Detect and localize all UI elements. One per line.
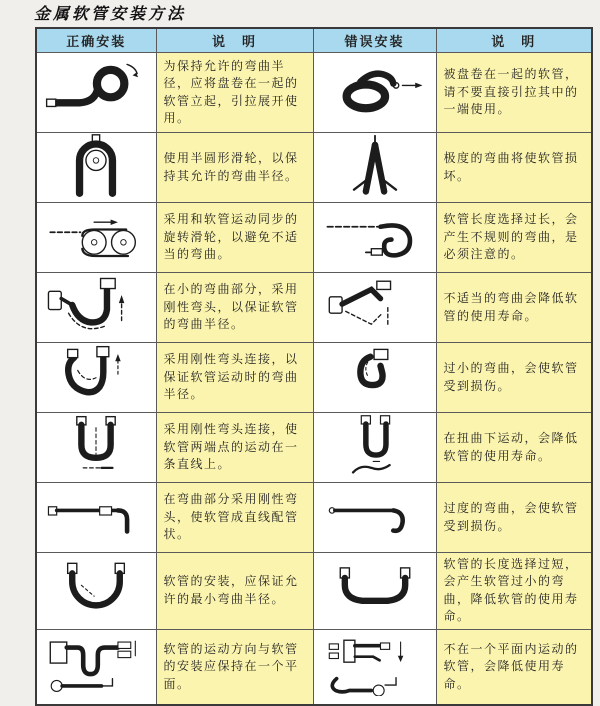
- rigid-elbow-small-bend-figure: [38, 273, 154, 337]
- correct-install-description: 使用半圆形滑轮，以保持其允许的弯曲半径。: [156, 133, 313, 203]
- wrong-install-description: 在扭曲下运动，会降低软管的使用寿命。: [436, 413, 592, 483]
- wrong-install-figure-cell: [313, 273, 436, 343]
- correct-install-figure-cell: [36, 483, 156, 553]
- installation-table: [35, 27, 593, 706]
- correct-install-figure-cell: [36, 53, 156, 133]
- inline-u-connection-figure: [38, 413, 154, 477]
- out-of-plane-motion-figure: [317, 632, 433, 696]
- wrong-install-figure-cell: [313, 203, 436, 273]
- minimum-bend-radius-u-figure: [38, 556, 154, 620]
- correct-install-description: 采用刚性弯头连接，使软管两端点的运动在一条直线上。: [156, 413, 313, 483]
- header-row: [36, 28, 592, 53]
- correct-install-figure-cell: [36, 203, 156, 273]
- wrong-install-description: 过小的弯曲，会使软管受到损伤。: [436, 343, 592, 413]
- single-plane-motion-figure: [38, 632, 154, 696]
- too-short-hose-figure: [317, 556, 433, 620]
- correct-install-description: 软管的安装，应保证允许的最小弯曲半径。: [156, 553, 313, 630]
- overbent-end-figure: [317, 483, 433, 547]
- correct-install-description: 软管的运动方向与软管的安装应保持在一个平面。: [156, 629, 313, 705]
- wrong-install-description: 过度的弯曲，会使软管受到损伤。: [436, 483, 592, 553]
- table-row: [36, 483, 592, 553]
- rigid-elbow-connection-figure: [38, 343, 154, 407]
- table-row: [36, 553, 592, 630]
- correct-install-description: 在小的弯曲部分，采用刚性弯头，以保证软管的弯曲半径。: [156, 273, 313, 343]
- correct-install-figure-cell: [36, 343, 156, 413]
- header-wrong-install: 错误安装: [313, 28, 436, 53]
- twisted-u-figure: [317, 413, 433, 477]
- wrong-install-description: 软管的长度选择过短，会产生软管过小的弯曲，降低软管的使用寿命。: [436, 553, 592, 630]
- header-wrong-description: 说 明: [436, 28, 592, 53]
- wrong-install-description: 被盘卷在一起的软管，请不要直接引拉其中的一端使用。: [436, 53, 592, 133]
- hose-over-pulley-figure: [38, 133, 154, 197]
- coiled-hose-unrolled-figure: [38, 58, 154, 122]
- synchronized-rotating-pulleys-figure: [38, 203, 154, 267]
- wrong-install-description: 不在一个平面内运动的软管，会降低使用寿命。: [436, 629, 592, 705]
- irregular-loop-figure: [317, 203, 433, 267]
- wrong-install-figure-cell: [313, 343, 436, 413]
- table-row: [36, 413, 592, 483]
- table-row: [36, 53, 592, 133]
- correct-install-figure-cell: [36, 133, 156, 203]
- extreme-bend-figure: [317, 133, 433, 197]
- table-row: [36, 133, 592, 203]
- wrong-install-figure-cell: [313, 553, 436, 630]
- wrong-install-description: 不适当的弯曲会降低软管的使用寿命。: [436, 273, 592, 343]
- correct-install-description: 在弯曲部分采用刚性弯头，使软管成直线配管状。: [156, 483, 313, 553]
- header-correct-install: 正确安装: [36, 28, 156, 53]
- wrong-install-figure-cell: [313, 629, 436, 705]
- correct-install-figure-cell: [36, 553, 156, 630]
- correct-install-description: 采用和软管运动同步的旋转滑轮，以避免不适当的弯曲。: [156, 203, 313, 273]
- wrong-install-figure-cell: [313, 483, 436, 553]
- coiled-hose-pulled-end-figure: [317, 58, 433, 122]
- table-row: [36, 629, 592, 705]
- header-correct-description: 说 明: [156, 28, 313, 53]
- table-row: [36, 273, 592, 343]
- correct-install-figure-cell: [36, 629, 156, 705]
- page-title: 金属软管安装方法: [34, 4, 187, 23]
- wrong-install-figure-cell: [313, 53, 436, 133]
- correct-install-figure-cell: [36, 413, 156, 483]
- improper-sharp-bend-figure: [317, 273, 433, 337]
- correct-install-description: 为保持允许的弯曲半径，应将盘卷在一起的软管立起，引拉展开使用。: [156, 53, 313, 133]
- straight-run-rigid-elbow-figure: [38, 483, 154, 547]
- wrong-install-figure-cell: [313, 413, 436, 483]
- wrong-install-description: 软管长度选择过长，会产生不规则的弯曲，是必须注意的。: [436, 203, 592, 273]
- correct-install-figure-cell: [36, 273, 156, 343]
- table-row: [36, 203, 592, 273]
- too-small-bend-figure: [317, 343, 433, 407]
- correct-install-description: 采用刚性弯头连接，以保证软管运动时的弯曲半径。: [156, 343, 313, 413]
- table-row: [36, 343, 592, 413]
- wrong-install-figure-cell: [313, 133, 436, 203]
- wrong-install-description: 极度的弯曲将使软管损坏。: [436, 133, 592, 203]
